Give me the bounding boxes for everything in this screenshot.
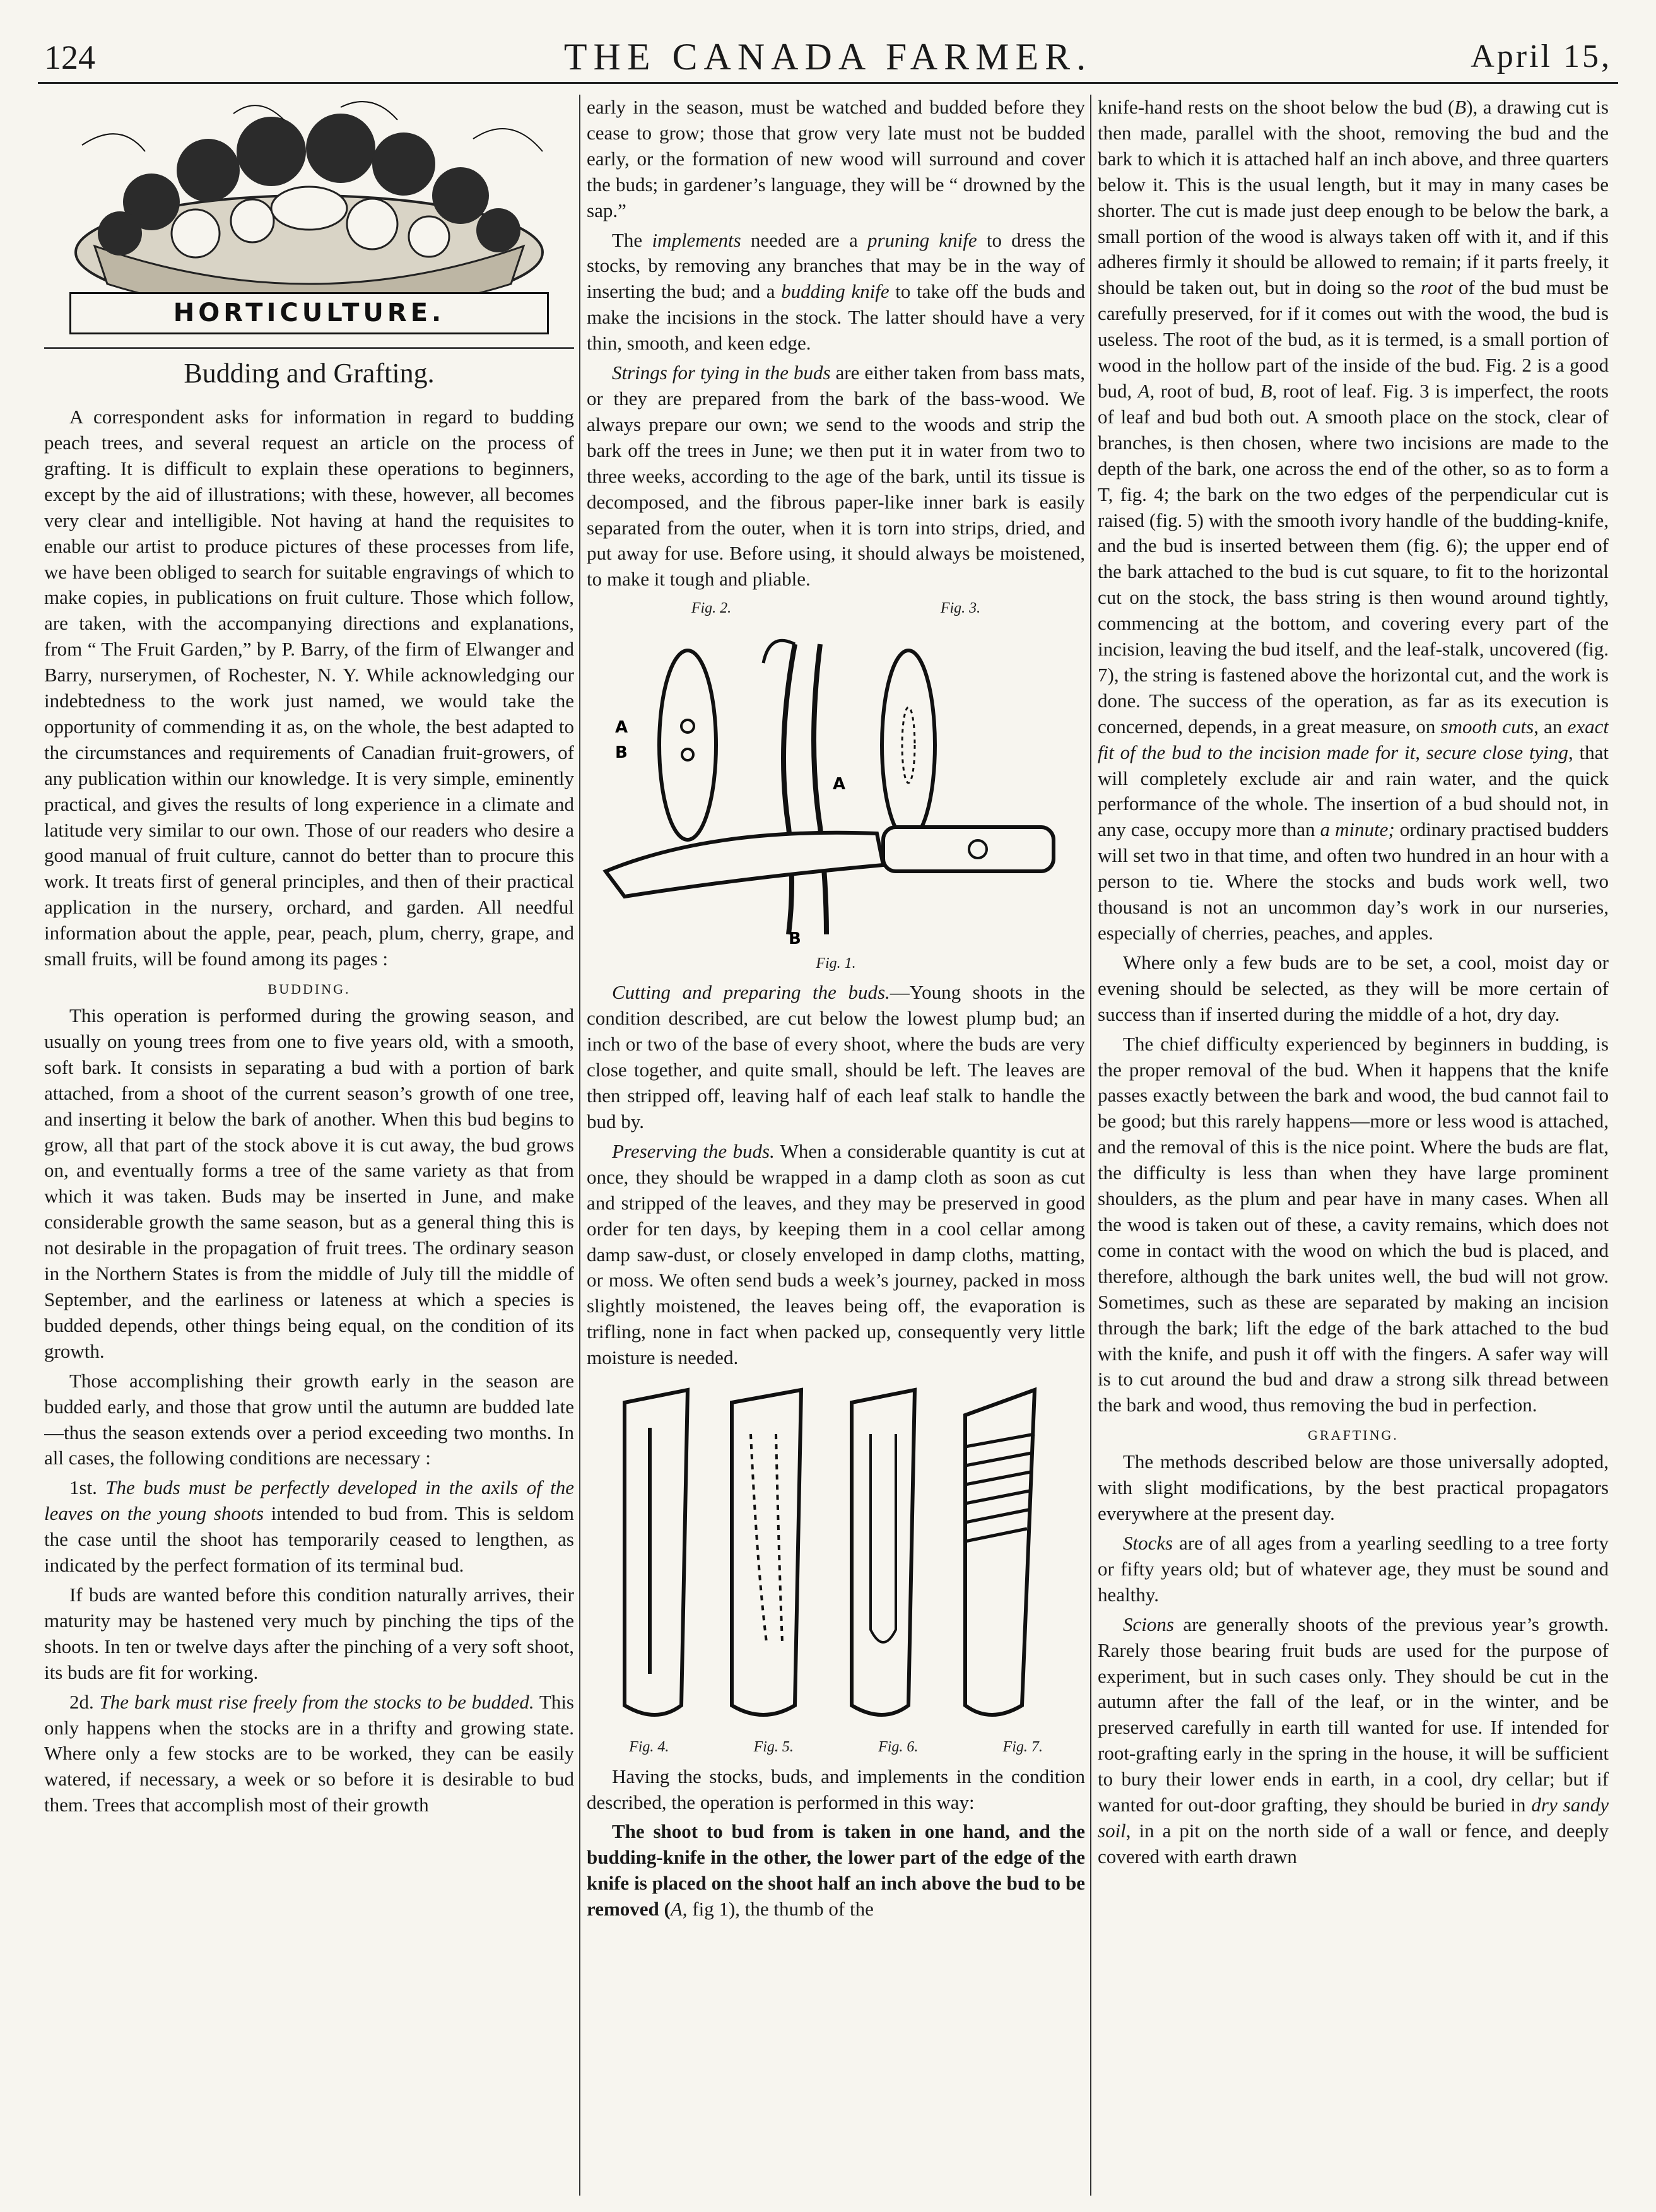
fig-4-label: Fig. 4. xyxy=(629,1738,669,1755)
paragraph: Strings for tying in the buds are either taken from bass mats, or they are prepared from the bark of the bass-wood. We always prepare our own; we send to the woods and strip the bark off the trees in June; we then put it in water from two to three weeks, according to the age of the bark, until its tissue is decomposed, and the fibrous paper-like inner bark is easily separated from the outer, when it is torn into strips, dried, and put away for use. Before using, it should always be moistened, to make it tough and pliable. xyxy=(587,362,1085,591)
figure-labels xyxy=(587,599,1085,619)
fig-7-label: Fig. 7. xyxy=(1002,1738,1043,1755)
label-b: B xyxy=(615,743,628,762)
budding-stages-illustration xyxy=(587,1377,1085,1731)
paragraph: The chief difficulty experienced by beginners in budding, is the proper removal of the bud. When it happens that the knife passes exactly between the bark and wood, the bud cannot fail to be good; but this rarely happens—more or less wood is attached, and the removal of this is the nice point. Where the buds are flat, the difficulty is less than when they have large prominent shoulders, as the plum and pear have in many cases. When all the wood is taken out of these, a cavity remains, which does not come in contact with the wood on which the bud is placed, and therefore, although the bark unites well, the bud will not grow. Sometimes, such as these are separated by making an incision through the bark; lift the edge of the bark attached to the bud with the knife, and push it off with the fingers. A safer way will is to cut around the bud and draw a strong silk thread between the bark and wood, thus removing the bud in perfection. xyxy=(1098,1032,1609,1416)
page-number: 124 xyxy=(44,38,95,76)
subhead-grafting: GRAFTING. xyxy=(1308,1427,1399,1444)
fig-2-label: Fig. 2. xyxy=(691,600,732,617)
paragraph: The shoot to bud from is taken in one hand, and the budding-knife in the other, the lower part of the edge of the knife is placed on the shoot half an inch above the bud to be removed (A, fig 1), the thumb of the xyxy=(587,1820,1085,1921)
label-a: A xyxy=(615,717,628,737)
section-label: HORTICULTURE. xyxy=(69,292,549,334)
horticulture-banner xyxy=(44,95,574,349)
paragraph: Where only a few buds are to be set, a cool, moist day or evening should be selected, as they will be more certain of success than if inserted during the middle of a hot, dry day. xyxy=(1098,951,1609,1025)
paragraph: Cutting and preparing the buds.—Young shoots in the condition described, are cut below the lowest plump bud; an inch or two of the base of every shoot, where the buds are very close together, and quite small, should be left. The leaves are then stripped off, leaving half of each leaf stalk to handle the bud by. xyxy=(587,981,1085,1132)
paragraph: 1st. The buds must be perfectly developed in the axils of the leaves on the young shoots intended to bud from. This is seldom the case until the shoot has temporarily ceased to lengthen, as indicated by the perfect formation of its terminal bud. xyxy=(44,1476,574,1577)
paragraph: The methods described below are those universally adopted, with slight modifications, by the best practical propagators everywhere at the present day. xyxy=(1098,1450,1609,1525)
paragraph: early in the season, must be watched and budded before they cease to grow; those that grow very late must not be budded early, or the formation of new wood will surround and cover the buds; in gardener’s language, they will be “ drowned by the sap.” xyxy=(587,96,1085,221)
newspaper-title: THE CANADA FARMER. xyxy=(563,36,1093,78)
paragraph: Having the stocks, buds, and implements in the condition described, the operation is performed in this way: xyxy=(587,1765,1085,1813)
figure-budding-stages xyxy=(587,1377,1085,1758)
column-2 xyxy=(587,95,1085,2196)
masthead xyxy=(38,25,1618,84)
paragraph: Those accomplishing their growth early in the season are budded early, and those that grow until the autumn are budded late—thus the season extends over a period exceeding two months. In all cases, the following conditions are necessary : xyxy=(44,1369,574,1469)
column-3 xyxy=(1098,95,1609,2196)
paragraph: A correspondent asks for information in regard to budding peach trees, and several request an article on the process of grafting. It is difficult to explain these operations to beginners, except by the aid of illustrations; with these, however, all becomes very clear and intelligible. Not having at hand the requisites to enable our artist to produce pictures of these processes from life, we have been obliged to search for suitable engravings of which to make copies, in publications on fruit culture. Those which follow, are taken, with the accompanying directions and explanations, from “ The Fruit Garden,” by P. Barry, of the firm of Elwanger and Barry, nurserymen, of Rochester, N. Y. While acknowledging our indebtedness to the work just named, we would take the opportunity of commending it as, on the whole, the best adapted to the circumstances and requirements of Canadian fruit-growers, of any publication within our knowledge. It is very simple, eminently practical, and gives the results of long experience in a climate and latitude very similar to our own. Those of our readers who desire a good manual of fruit culture, cannot do better than to procure this work. It treats first of general principles, and then of their practical application in the nursery, orchard, and garden. All needful information about the apple, pear, peach, plum, cherry, grape, and small fruits, will be found among its pages : xyxy=(44,406,574,970)
paragraph: 2d. The bark must rise freely from the stocks to be budded. This only happens when the stocks are in a thrifty and growing state. Where only a few stocks are to be worked, they can be easily watered, if necessary, a week or so before it is desirable to bud them. Trees that accomplish most of their growth xyxy=(44,1690,574,1816)
fig-6-label: Fig. 6. xyxy=(878,1738,919,1755)
paragraph: This operation is performed during the growing season, and usually on young trees from one to five years old, with a smooth, soft bark. It consists in separating a bud with a portion of bark attached, from a shoot of the current season’s growth of one tree, and inserting it below the bark of another. When this bud begins to grow, all that part of the stock above it is cut away, the bud grows on, and eventually forms a tree of the same variety as that from which it was taken. Buds may be inserted in June, and make considerable growth the same season, but as a general thing this is not desirable in the propagation of fruit trees. The ordinary season in the Northern States is from the middle of July till the middle of September, and the earliness or lateness at which a species is budded depends, other things being equal, on the condition of its growth. xyxy=(44,1004,574,1362)
figure-budding-knife xyxy=(587,599,1085,974)
article-title: Budding and Grafting. xyxy=(184,358,435,389)
fig-5-label: Fig. 5. xyxy=(753,1738,794,1755)
paragraph: If buds are wanted before this condition naturally arrives, their maturity may be hastened very much by pinching the tips of the shoots. In ten or twelve days after the pinching of a very soft shoot, its buds are fit for working. xyxy=(44,1583,574,1683)
subhead-budding: BUDDING. xyxy=(267,981,351,997)
column-rule xyxy=(579,95,580,2196)
label-b: B xyxy=(789,929,801,947)
paragraph: The implements needed are a pruning knife to dress the stocks, by removing any branches that may be in the way of inserting the bud; and a budding knife to take off the buds and make the incisions in the stock. The latter should have a very thin, smooth, and keen edge. xyxy=(587,228,1085,355)
fig-1-caption: Fig. 1. xyxy=(816,955,856,972)
paragraph: Stocks are of all ages from a yearling seedling to a tree forty or fifty years old; but of whatever age, they must be sound and healthy. xyxy=(1098,1531,1609,1606)
column-rule xyxy=(1090,95,1091,2196)
knife-and-shoot-illustration xyxy=(587,619,1085,947)
paragraph: Scions are generally shoots of the previous year’s growth. Rarely those bearing fruit buds are used for the purpose of experiment, but in such cases only. They should be cut in the autumn after the fall of the leaf, or in the winter, and be preserved carefully in earth till wanted for use. If intended for root-grafting early in the spring in the house, it will be sufficient to bury their lower ends in earth, in a cool, dry cellar; but if wanted for out-door grafting, they should be buried in dry sandy soil, in a pit on the north side of a wall or fence, and deeply covered with earth drawn xyxy=(1098,1613,1609,1868)
label-a: A xyxy=(833,774,846,794)
paragraph: knife-hand rests on the shoot below the bud (B), a drawing cut is then made, parallel with the shoot, removing the bud and the bark to which it is attached half an inch above, and three quarters below it. This is the usual length, but it may in many cases be shorter. The cut is made just deep enough to be below the bark, a small portion of the wood is always taken off with it, and if this adheres firmly it should be allowed to remain; if it parts freely, it should be taken out, but in doing so the root of the bud must be carefully preserved, for if it comes out with the wood, the bud is useless. The root of the bud, as it is termed, is a small portion of wood in the hollow part of the inside of the bud. Fig. 2 is a good bud, A, root of bud, B, root of leaf. Fig. 3 is imperfect, the roots of leaf and bud both out. A smooth place on the stock, clear of branches, is then chosen, where two incisions are made to the depth of the bark, one across the end of the other, so as to form a T, fig. 4; the bark on the two edges of the perpendicular cut is raised (fig. 5) with the smooth ivory handle of the budding-knife, and the bud is inserted between them (fig. 6); the upper end of the bark attached to the bud is cut square, to fit to the horizontal cut on the stock, the bass string is then wound around tightly, commencing at the bottom, and covering every part of the incision, leaving the bud itself, and the leaf-stalk, uncovered (fig. 7), the string is fastened above the horizontal cut, and the work is done. The success of the operation, as far as its execution is concerned, depends, in a great measure, on smooth cuts, an exact fit of the bud to the incision made for it, secure close tying, that will completely exclude air and rain water, and the quick performance of the whole. The insertion of a bud should not, in any case, occupy more than a minute; ordinary practised budders will set two in that time, and often two hundred in an hour with a person to tie. Where the stocks and buds work well, two thousand is not an uncommon day’s work in our nurseries, especially of cherries, peaches, and apples. xyxy=(1098,96,1609,944)
fig-3-label: Fig. 3. xyxy=(940,600,981,617)
figure-labels xyxy=(587,1738,1085,1758)
paragraph: Preserving the buds. When a considerable quantity is cut at once, they should be wrapped in a damp cloth as soon as cut and stripped of the leaves, and they may be preserved in good order for ten days, by keeping them in a cool cellar among damp saw-dust, or closely enveloped in damp cloths, matting, or moss. We often send buds a week’s journey, packed in moss slightly moistened, the leaves being off, the evaporation is trifling, none in fact when packed up, consequently very little moisture is needed. xyxy=(587,1139,1085,1369)
issue-date: April 15, xyxy=(1471,38,1612,74)
column-1 xyxy=(44,95,574,2196)
